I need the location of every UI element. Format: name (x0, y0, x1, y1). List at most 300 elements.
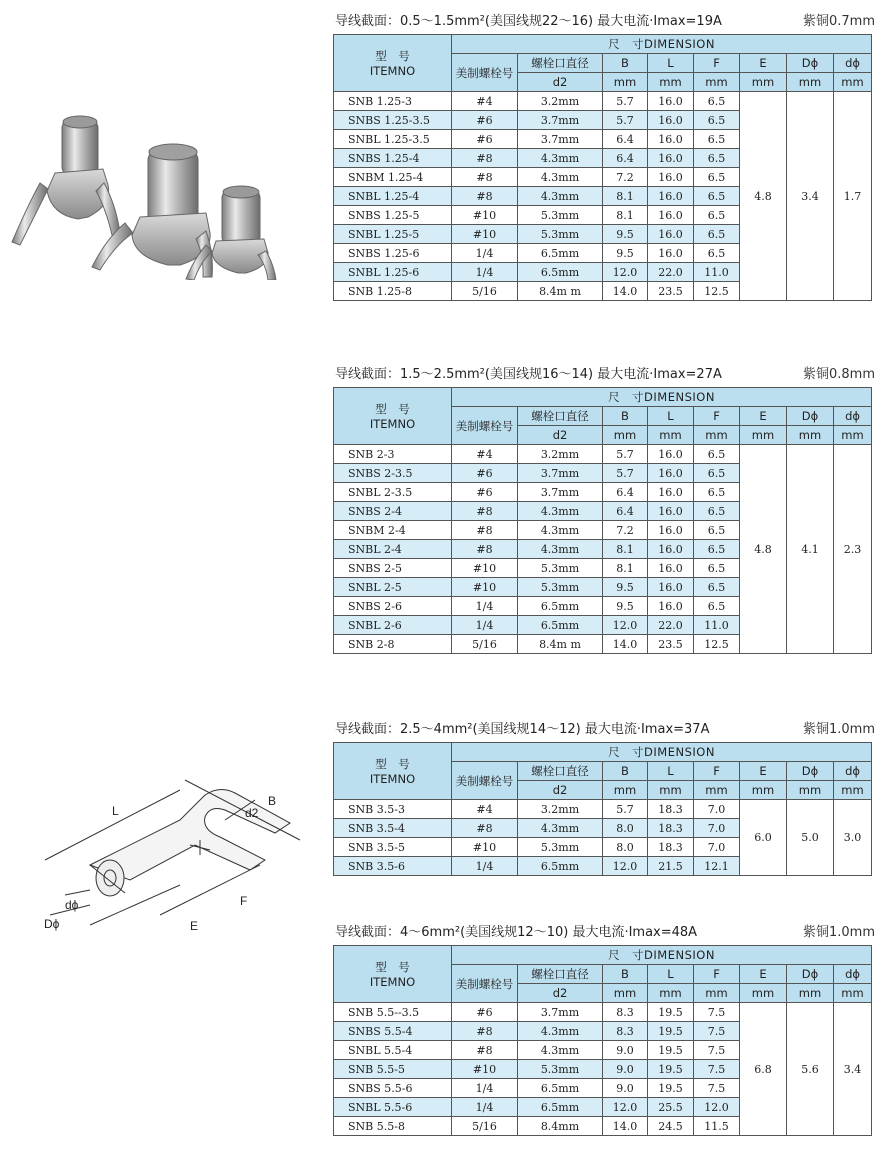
label-B: B (268, 794, 277, 808)
screw-size: #6 (452, 130, 518, 149)
item-number: SNBS 2-6 (334, 597, 452, 616)
dim-f: 7.0 (694, 819, 740, 838)
material-label: 紫铜0.8mm (802, 367, 875, 382)
dim-l: 22.0 (648, 616, 694, 635)
item-number: SNBL 5.5-6 (334, 1098, 452, 1117)
f-header: F (694, 965, 740, 984)
bolt-diameter: 6.5mm (518, 244, 603, 263)
item-label: 型 号 (375, 49, 410, 63)
bolt-diameter: 8.4mm (518, 1117, 603, 1136)
item-number: SNBS 2-3.5 (334, 464, 452, 483)
dim-f: 6.5 (694, 244, 740, 263)
mm-unit: mm (603, 426, 648, 445)
bolt-diameter: 3.2mm (518, 445, 603, 464)
dim-f: 12.5 (694, 635, 740, 654)
dim-b: 12.0 (603, 857, 648, 876)
e-header: E (740, 54, 787, 73)
item-number: SNBL 1.25-6 (334, 263, 452, 282)
dim-f: 6.5 (694, 168, 740, 187)
bolt-diameter: 3.7mm (518, 1003, 603, 1022)
dim-e: 4.8 (740, 92, 787, 301)
bolt-diameter: 4.3mm (518, 168, 603, 187)
bolt-diameter: 6.5mm (518, 263, 603, 282)
mm-unit: mm (648, 781, 694, 800)
b-header: B (603, 54, 648, 73)
dim-l: 19.5 (648, 1079, 694, 1098)
bolt-diameter: 4.3mm (518, 521, 603, 540)
screw-size: #10 (452, 206, 518, 225)
spec-section (333, 921, 875, 1136)
l-header: L (648, 407, 694, 426)
dim-f: 6.5 (694, 111, 740, 130)
dim-b: 6.4 (603, 483, 648, 502)
itemno-label: ITEMNO (369, 417, 416, 431)
dimension-header: 尺 寸DIMENSION (452, 946, 872, 965)
bolt-header: 螺栓口直径 (518, 407, 603, 426)
e-header: E (740, 407, 787, 426)
l-header: L (648, 762, 694, 781)
mm-unit: mm (603, 73, 648, 92)
dim-l: 16.0 (648, 187, 694, 206)
dim-l: 18.3 (648, 838, 694, 857)
dim-l: 18.3 (648, 800, 694, 819)
bolt-diameter: 4.3mm (518, 149, 603, 168)
dim-b: 8.0 (603, 819, 648, 838)
bolt-diameter: 3.2mm (518, 92, 603, 111)
dphi-header: Dϕ (787, 54, 834, 73)
screw-size: 5/16 (452, 635, 518, 654)
mm-unit: mm (694, 781, 740, 800)
bolt-diameter: 6.5mm (518, 857, 603, 876)
screw-header: 美制螺栓号 (452, 407, 518, 445)
screw-size: #8 (452, 187, 518, 206)
item-label: 型 号 (375, 960, 410, 974)
dimension-header: 尺 寸DIMENSION (452, 35, 872, 54)
screw-size: 1/4 (452, 616, 518, 635)
mm-unit: mm (603, 781, 648, 800)
dim-f: 7.0 (694, 800, 740, 819)
dim-b: 9.5 (603, 225, 648, 244)
dim-l: 16.0 (648, 464, 694, 483)
dim-b: 6.4 (603, 149, 648, 168)
screw-size: #10 (452, 1060, 518, 1079)
dim-e: 6.0 (740, 800, 787, 876)
bolt-diameter: 4.3mm (518, 540, 603, 559)
screw-size: 1/4 (452, 597, 518, 616)
screw-size: #8 (452, 521, 518, 540)
mm-unit: mm (694, 73, 740, 92)
dim-f: 6.5 (694, 149, 740, 168)
spec-section (333, 718, 875, 876)
label-E: E (190, 919, 199, 933)
fork-terminals-photo (0, 105, 300, 280)
dim-b: 7.2 (603, 521, 648, 540)
dim-dsmall: 3.0 (834, 800, 872, 876)
dim-l: 23.5 (648, 282, 694, 301)
itemno-label: ITEMNO (369, 772, 416, 786)
dim-l: 18.3 (648, 819, 694, 838)
screw-header: 美制螺栓号 (452, 54, 518, 92)
dim-f: 6.5 (694, 130, 740, 149)
bolt-diameter: 8.4m m (518, 282, 603, 301)
mm-unit: mm (834, 426, 872, 445)
dim-l: 19.5 (648, 1022, 694, 1041)
dim-dphi: 5.6 (787, 1003, 834, 1136)
item-number: SNBM 1.25-4 (334, 168, 452, 187)
label-d2: d2 (245, 806, 259, 820)
dim-b: 8.1 (603, 187, 648, 206)
dim-b: 8.0 (603, 838, 648, 857)
mm-unit: mm (740, 781, 787, 800)
dim-f: 6.5 (694, 521, 740, 540)
item-number: SNBM 2-4 (334, 521, 452, 540)
dim-f: 12.1 (694, 857, 740, 876)
bolt-diameter: 3.7mm (518, 483, 603, 502)
item-number: SNBL 2-5 (334, 578, 452, 597)
screw-size: #10 (452, 838, 518, 857)
bolt-diameter: 5.3mm (518, 225, 603, 244)
item-number: SNB 3.5-4 (334, 819, 452, 838)
dim-b: 9.5 (603, 597, 648, 616)
table-row (334, 1003, 872, 1022)
dim-f: 11.0 (694, 263, 740, 282)
item-number: SNBL 2-6 (334, 616, 452, 635)
bolt-diameter: 6.5mm (518, 616, 603, 635)
dsmall-header: dϕ (834, 965, 872, 984)
dim-l: 16.0 (648, 244, 694, 263)
item-header (334, 388, 452, 445)
table-row (334, 800, 872, 819)
mm-unit: mm (648, 984, 694, 1003)
itemno-label: ITEMNO (369, 975, 416, 989)
bolt-diameter: 4.3mm (518, 187, 603, 206)
bolt-diameter: 3.2mm (518, 800, 603, 819)
item-number: SNBL 1.25-4 (334, 187, 452, 206)
dsmall-header: dϕ (834, 762, 872, 781)
item-number: SNBS 1.25-6 (334, 244, 452, 263)
section-heading: 导线截面：1.5～2.5mm²(美国线规16～14) 最大电流·Imax=27A (335, 367, 722, 382)
dim-b: 6.4 (603, 502, 648, 521)
material-label: 紫铜0.7mm (802, 14, 875, 29)
bolt-diameter: 4.3mm (518, 1022, 603, 1041)
dim-b: 5.7 (603, 92, 648, 111)
screw-size: 1/4 (452, 263, 518, 282)
screw-size: #6 (452, 1003, 518, 1022)
dim-l: 19.5 (648, 1003, 694, 1022)
dim-l: 21.5 (648, 857, 694, 876)
dim-f: 6.5 (694, 540, 740, 559)
mm-unit: mm (740, 73, 787, 92)
l-header: L (648, 54, 694, 73)
bolt-diameter: 5.3mm (518, 838, 603, 857)
dim-f: 12.5 (694, 282, 740, 301)
screw-size: 1/4 (452, 1079, 518, 1098)
dim-f: 6.5 (694, 92, 740, 111)
item-number: SNB 3.5-3 (334, 800, 452, 819)
dim-e: 6.8 (740, 1003, 787, 1136)
item-number: SNB 1.25-8 (334, 282, 452, 301)
screw-size: #8 (452, 1041, 518, 1060)
item-label: 型 号 (375, 402, 410, 416)
spec-table (333, 387, 872, 654)
screw-size: #8 (452, 1022, 518, 1041)
screw-header: 美制螺栓号 (452, 762, 518, 800)
dim-b: 6.4 (603, 130, 648, 149)
spec-section (333, 363, 875, 654)
mm-unit: mm (787, 984, 834, 1003)
item-number: SNBL 5.5-4 (334, 1041, 452, 1060)
table-row (334, 445, 872, 464)
mm-unit: mm (694, 426, 740, 445)
bolt-diameter: 6.5mm (518, 597, 603, 616)
material-label: 紫铜1.0mm (802, 722, 875, 737)
dim-b: 9.0 (603, 1060, 648, 1079)
dim-f: 7.5 (694, 1060, 740, 1079)
e-header: E (740, 762, 787, 781)
mm-unit: mm (834, 73, 872, 92)
table-row (334, 92, 872, 111)
bolt-header: 螺栓口直径 (518, 762, 603, 781)
item-number: SNB 2-3 (334, 445, 452, 464)
spec-table (333, 945, 872, 1136)
item-number: SNBS 5.5-6 (334, 1079, 452, 1098)
dim-f: 7.5 (694, 1022, 740, 1041)
b-header: B (603, 407, 648, 426)
section-heading: 导线截面：2.5～4mm²(美国线规14～12) 最大电流·Imax=37A (335, 722, 710, 737)
dim-f: 7.5 (694, 1079, 740, 1098)
bolt-header: 螺栓口直径 (518, 965, 603, 984)
item-number: SNBS 1.25-5 (334, 206, 452, 225)
dim-b: 8.1 (603, 540, 648, 559)
dim-f: 6.5 (694, 187, 740, 206)
item-number: SNBS 2-4 (334, 502, 452, 521)
dim-f: 11.0 (694, 616, 740, 635)
bolt-diameter: 5.3mm (518, 1060, 603, 1079)
item-number: SNBL 1.25-3.5 (334, 130, 452, 149)
screw-size: #8 (452, 819, 518, 838)
dim-b: 8.1 (603, 206, 648, 225)
b-header: B (603, 762, 648, 781)
section-heading: 导线截面：0.5～1.5mm²(美国线规22～16) 最大电流·Imax=19A (335, 14, 722, 29)
screw-size: #6 (452, 483, 518, 502)
screw-size: #4 (452, 92, 518, 111)
item-label: 型 号 (375, 757, 410, 771)
dim-dphi: 3.4 (787, 92, 834, 301)
screw-size: #4 (452, 445, 518, 464)
dim-l: 16.0 (648, 502, 694, 521)
dphi-header: Dϕ (787, 762, 834, 781)
dim-b: 9.5 (603, 244, 648, 263)
item-number: SNB 5.5-5 (334, 1060, 452, 1079)
dim-f: 11.5 (694, 1117, 740, 1136)
bolt-diameter: 5.3mm (518, 206, 603, 225)
bolt-diameter: 4.3mm (518, 1041, 603, 1060)
dim-f: 6.5 (694, 578, 740, 597)
screw-size: 5/16 (452, 282, 518, 301)
item-number: SNBL 2-3.5 (334, 483, 452, 502)
mm-unit: mm (648, 426, 694, 445)
dim-f: 12.0 (694, 1098, 740, 1117)
bolt-header: 螺栓口直径 (518, 54, 603, 73)
screw-size: #6 (452, 464, 518, 483)
screw-size: #8 (452, 540, 518, 559)
d2-header: d2 (518, 73, 603, 92)
dim-l: 23.5 (648, 635, 694, 654)
mm-unit: mm (648, 73, 694, 92)
spec-table (333, 742, 872, 876)
dim-l: 16.0 (648, 111, 694, 130)
bolt-diameter: 6.5mm (518, 1098, 603, 1117)
item-number: SNB 2-8 (334, 635, 452, 654)
dim-b: 5.7 (603, 111, 648, 130)
dim-l: 16.0 (648, 540, 694, 559)
dimension-header: 尺 寸DIMENSION (452, 743, 872, 762)
bolt-diameter: 3.7mm (518, 111, 603, 130)
mm-unit: mm (740, 426, 787, 445)
dim-f: 6.5 (694, 206, 740, 225)
dim-dsmall: 2.3 (834, 445, 872, 654)
section-title (333, 921, 875, 945)
dim-b: 7.2 (603, 168, 648, 187)
item-number: SNB 1.25-3 (334, 92, 452, 111)
dsmall-header: dϕ (834, 407, 872, 426)
dim-b: 5.7 (603, 464, 648, 483)
e-header: E (740, 965, 787, 984)
dim-l: 16.0 (648, 597, 694, 616)
mm-unit: mm (834, 781, 872, 800)
item-number: SNB 3.5-6 (334, 857, 452, 876)
label-L: L (112, 804, 119, 818)
dim-f: 6.5 (694, 559, 740, 578)
screw-size: 1/4 (452, 1098, 518, 1117)
dim-dsmall: 1.7 (834, 92, 872, 301)
dim-l: 19.5 (648, 1041, 694, 1060)
dim-f: 7.0 (694, 838, 740, 857)
dim-l: 16.0 (648, 559, 694, 578)
screw-size: 5/16 (452, 1117, 518, 1136)
mm-unit: mm (787, 781, 834, 800)
screw-size: #8 (452, 168, 518, 187)
item-number: SNB 5.5--3.5 (334, 1003, 452, 1022)
dim-e: 4.8 (740, 445, 787, 654)
dimension-header: 尺 寸DIMENSION (452, 388, 872, 407)
bolt-diameter: 5.3mm (518, 578, 603, 597)
l-header: L (648, 965, 694, 984)
d2-header: d2 (518, 781, 603, 800)
mm-unit: mm (694, 984, 740, 1003)
section-title (333, 718, 875, 742)
mm-unit: mm (740, 984, 787, 1003)
bolt-diameter: 8.4m m (518, 635, 603, 654)
spec-table (333, 34, 872, 301)
dim-dsmall: 3.4 (834, 1003, 872, 1136)
dim-b: 9.0 (603, 1079, 648, 1098)
dim-b: 12.0 (603, 1098, 648, 1117)
dim-b: 5.7 (603, 445, 648, 464)
terminal-small (12, 116, 120, 245)
d2-header: d2 (518, 984, 603, 1003)
dim-b: 12.0 (603, 616, 648, 635)
mm-unit: mm (787, 73, 834, 92)
d2-header: d2 (518, 426, 603, 445)
dim-b: 14.0 (603, 635, 648, 654)
item-number: SNBL 1.25-5 (334, 225, 452, 244)
dimension-diagram (30, 765, 320, 945)
dim-f: 7.5 (694, 1003, 740, 1022)
dim-dphi: 4.1 (787, 445, 834, 654)
screw-size: #4 (452, 800, 518, 819)
item-number: SNBS 5.5-4 (334, 1022, 452, 1041)
dim-l: 25.5 (648, 1098, 694, 1117)
dim-b: 14.0 (603, 282, 648, 301)
dim-b: 5.7 (603, 800, 648, 819)
dim-l: 16.0 (648, 521, 694, 540)
dphi-header: Dϕ (787, 407, 834, 426)
dim-l: 16.0 (648, 483, 694, 502)
dim-l: 16.0 (648, 206, 694, 225)
dim-l: 16.0 (648, 92, 694, 111)
dim-l: 16.0 (648, 445, 694, 464)
dim-l: 16.0 (648, 130, 694, 149)
dsmall-header: dϕ (834, 54, 872, 73)
f-header: F (694, 762, 740, 781)
item-header (334, 35, 452, 92)
mm-unit: mm (787, 426, 834, 445)
f-header: F (694, 54, 740, 73)
item-number: SNBS 1.25-3.5 (334, 111, 452, 130)
screw-size: #10 (452, 225, 518, 244)
dim-b: 8.3 (603, 1003, 648, 1022)
label-F: F (240, 894, 248, 908)
dim-l: 16.0 (648, 149, 694, 168)
dim-dphi: 5.0 (787, 800, 834, 876)
item-header (334, 946, 452, 1003)
bolt-diameter: 4.3mm (518, 502, 603, 521)
dim-f: 6.5 (694, 225, 740, 244)
spec-section (333, 10, 875, 301)
screw-size: #6 (452, 111, 518, 130)
screw-size: 1/4 (452, 244, 518, 263)
bolt-diameter: 5.3mm (518, 559, 603, 578)
dim-f: 7.5 (694, 1041, 740, 1060)
item-number: SNBS 1.25-4 (334, 149, 452, 168)
item-number: SNBS 2-5 (334, 559, 452, 578)
dim-f: 6.5 (694, 597, 740, 616)
section-title (333, 363, 875, 387)
item-header (334, 743, 452, 800)
dim-l: 19.5 (648, 1060, 694, 1079)
mm-unit: mm (603, 984, 648, 1003)
screw-size: #10 (452, 559, 518, 578)
screw-size: #10 (452, 578, 518, 597)
label-dphi: dϕ (65, 898, 79, 912)
bolt-diameter: 4.3mm (518, 819, 603, 838)
dphi-header: Dϕ (787, 965, 834, 984)
bolt-diameter: 3.7mm (518, 464, 603, 483)
label-Dphi: Dϕ (44, 917, 60, 931)
f-header: F (694, 407, 740, 426)
screw-size: 1/4 (452, 857, 518, 876)
dim-b: 8.3 (603, 1022, 648, 1041)
bolt-diameter: 6.5mm (518, 1079, 603, 1098)
dim-l: 22.0 (648, 263, 694, 282)
section-title (333, 10, 875, 34)
item-number: SNBL 2-4 (334, 540, 452, 559)
dim-b: 9.0 (603, 1041, 648, 1060)
dim-l: 16.0 (648, 225, 694, 244)
screw-size: #8 (452, 149, 518, 168)
section-heading: 导线截面：4～6mm²(美国线规12～10) 最大电流·Imax=48A (335, 925, 698, 940)
